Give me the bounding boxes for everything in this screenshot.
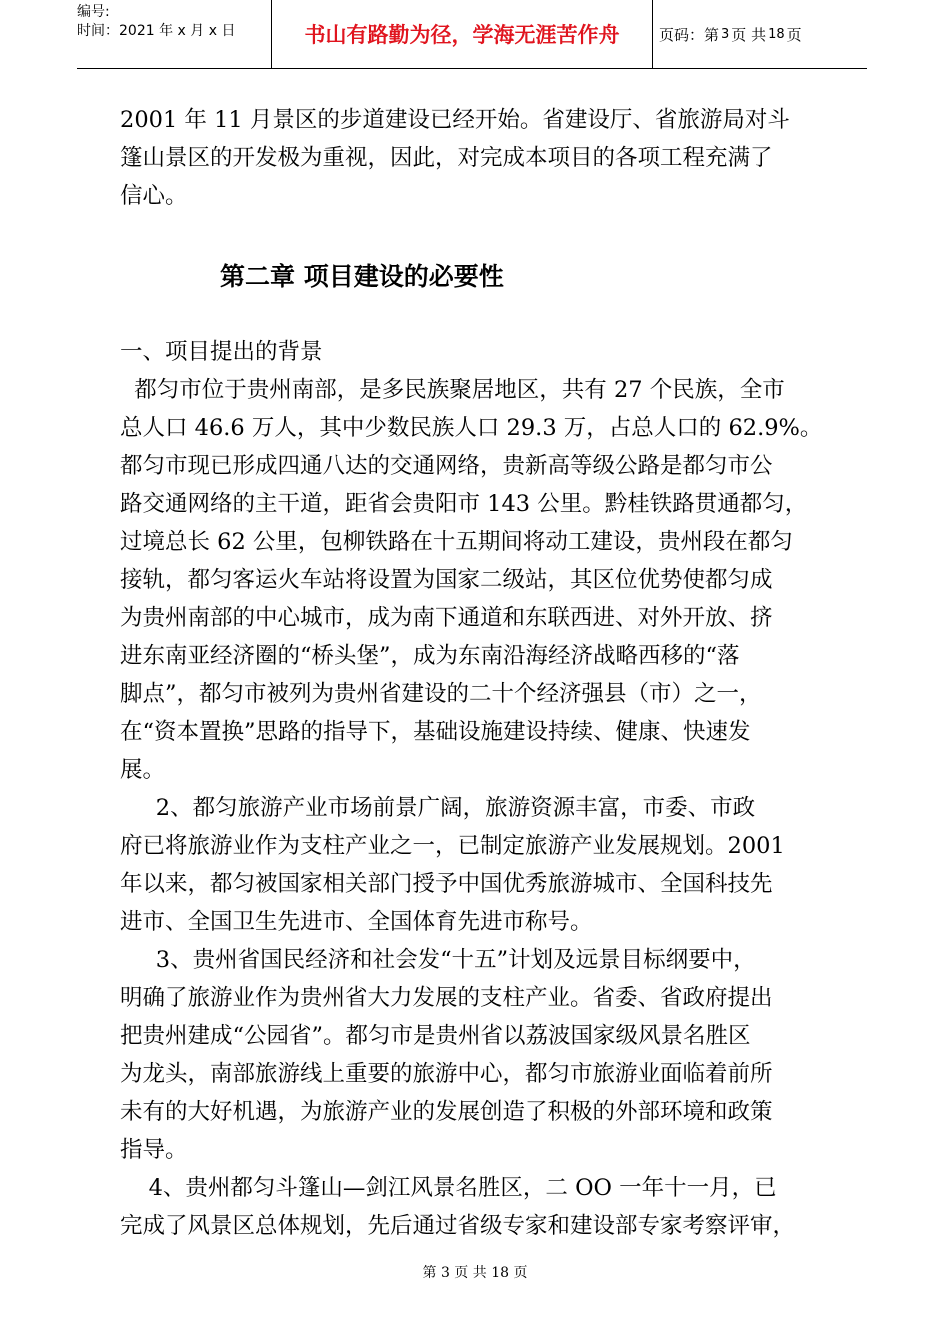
text-line: 展。: [120, 757, 166, 783]
text-line: 2001 年 11 月景区的步道建设已经开始。省建设厅、省旅游局对斗: [120, 107, 790, 133]
paragraph-1: [120, 371, 835, 789]
text-line: 接轨，都匀客运火车站将设置为国家二级站，其区位优势使都匀成: [120, 567, 773, 593]
text-line: 完成了风景区总体规划，先后通过省级专家和建设部专家考察评审，: [120, 1213, 796, 1239]
text-line: 为贵州南部的中心城市，成为南下通道和东联西进、对外开放、挤: [120, 605, 773, 631]
text-line: 信心。: [120, 183, 188, 209]
text-line: 3、贵州省国民经济和社会发“十五”计划及远景目标纲要中，: [120, 947, 756, 973]
text-line: 府已将旅游业作为支柱产业之一，已制定旅游产业发展规划。2001: [120, 833, 785, 859]
text-line: 为龙头，南部旅游线上重要的旅游中心，都匀市旅游业面临着前所: [120, 1061, 773, 1087]
page-prefix: 页码：第: [659, 25, 720, 44]
text-line: 脚点”，都匀市被列为贵州省建设的二十个经济强县（市）之一，: [120, 681, 762, 707]
section-heading: 一、项目提出的背景: [120, 339, 323, 365]
header-meta: [77, 0, 267, 71]
text-line: 指导。: [120, 1137, 188, 1163]
text-line: 进市、全国卫生先进市、全国体育先进市称号。: [120, 909, 593, 935]
text-line: 4、贵州都匀斗篷山—剑江风景名胜区，二 OO 一年十一月，已: [120, 1175, 777, 1201]
page-mid: 页 共: [731, 25, 767, 44]
page-body-main: [120, 333, 835, 1245]
text-line: 未有的大好机遇，为旅游产业的发展创造了积极的外部环境和政策: [120, 1099, 773, 1125]
header-motto: 书山有路勤为径，学海无涯苦作舟: [271, 0, 653, 68]
text-line: 在“资本置换”思路的指导下，基础设施建设持续、健康、快速发: [120, 719, 751, 745]
paragraph-2: [120, 789, 835, 941]
text-line: 总人口 46.6 万人，其中少数民族人口 29.3 万，占总人口的 62.9%。: [120, 415, 823, 441]
paragraph-4: [120, 1169, 835, 1245]
text-line: 进东南亚经济圈的“桥头堡”，成为东南沿海经济战略西移的“落: [120, 643, 740, 669]
page-total: 18: [768, 26, 785, 42]
chapter-title: 第二章 项目建设的必要性: [220, 262, 504, 291]
text-line: 过境总长 62 公里，包柳铁路在十五期间将动工建设，贵州段在都匀: [120, 529, 793, 555]
text-line: 都匀市现已形成四通八达的交通网络，贵新高等级公路是都匀市公: [120, 453, 773, 479]
text-line: 年以来，都匀被国家相关部门授予中国优秀旅游城市、全国科技先: [120, 871, 773, 897]
page-header: [77, 0, 867, 69]
text-line: 都匀市位于贵州南部，是多民族聚居地区，共有 27 个民族，全市: [120, 377, 785, 403]
text-line: 明确了旅游业作为贵州省大力发展的支柱产业。省委、省政府提出: [120, 985, 773, 1011]
header-page-info: [659, 0, 869, 68]
text-line: 把贵州建成“公园省”。都匀市是贵州省以荔波国家级风景名胜区: [120, 1023, 751, 1049]
page-suffix: 页: [786, 25, 802, 44]
page-footer: 第 3 页 共 18 页: [422, 1265, 528, 1281]
document-number-label: 编号:: [77, 4, 110, 20]
document-time-label: 时间：2021 年 x 月 x 日: [77, 23, 236, 39]
page-current: 3: [721, 26, 730, 42]
page-body: [120, 101, 835, 215]
paragraph-3: [120, 941, 835, 1169]
intro-paragraph: [120, 101, 835, 215]
text-line: 2、都匀旅游产业市场前景广阔，旅游资源丰富，市委、市政: [120, 795, 756, 821]
text-line: 路交通网络的主干道，距省会贵阳市 143 公里。黔桂铁路贯通都匀，: [120, 491, 808, 517]
text-line: 篷山景区的开发极为重视，因此，对完成本项目的各项工程充满了: [120, 145, 773, 171]
